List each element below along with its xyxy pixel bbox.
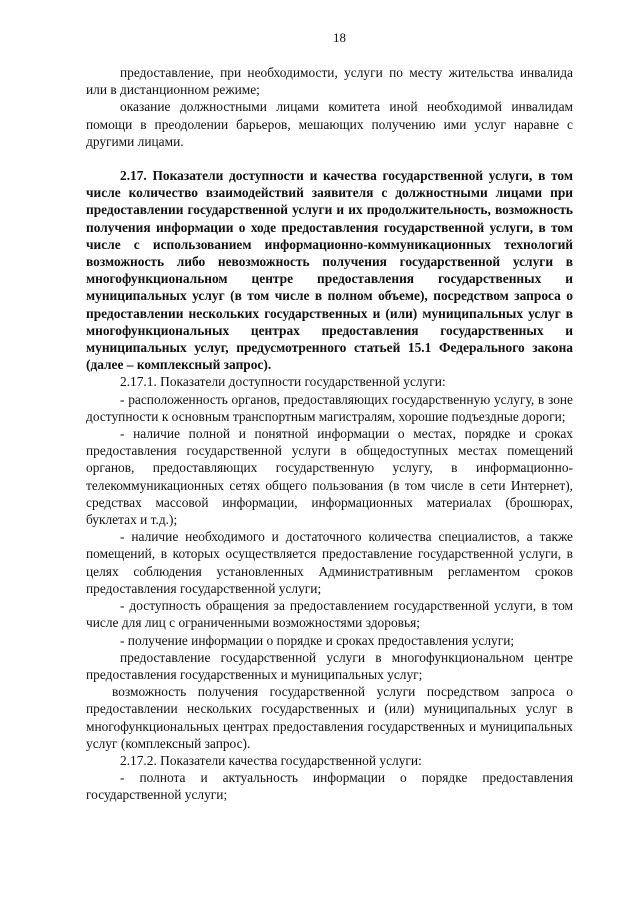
paragraph-residence-service: предоставление, при необходимости, услуги по месту жительства инвалида или в дистанционном режиме; [86, 65, 573, 98]
list-item: - наличие необходимого и достаточного количества специалистов, а также помещений, в которых осуществляется предоставление государственной услуги, в целях соблюдения установленных Административным регламентом сроков предоставления государственной услуги; [86, 529, 573, 596]
section-heading-2-17: 2.17. Показатели доступности и качества государственной услуги, в том числе количество взаимодействий заявителя с должностными лицами при предоставлении государственной услуги и их продолжительность, возможность получения информации о ходе предоставления государственной услуги, в том числе с использованием информационно-коммуникационных технологий возможность либо невозможность получения государственной услуги в многофункциональном центре предоставления государственных и муниципальных услуг (в том числе в полном объеме), посредством запроса о предоставлении нескольких государственных и (или) муниципальных услуг в многофункциональных центрах предоставления государственных и муниципальных услуг, предусмотренного статьей 15.1 Федерального закона (далее – комплексный запрос). [86, 168, 573, 373]
paragraph-officials-assistance: оказание должностными лицами комитета иной необходимой инвалидам помощи в преодолении барьеров, мешающих получению ими услуг наравне с другими лицами. [86, 99, 573, 149]
list-item: предоставление государственной услуги в многофункциональном центре предоставления государственных и муниципальных услуг; [86, 649, 573, 682]
subsection-title-2-17-1: 2.17.1. Показатели доступности государственной услуги: [120, 374, 446, 390]
list-item: возможность получения государственной услуги посредством запроса о предоставлении нескольких государственных и (или) муниципальных услуг в многофункциональных центрах предоставления государственных и муниципальных услуг (комплексный запрос). [86, 684, 573, 751]
spacer [86, 150, 573, 167]
list-item: - получение информации о порядке и сроках предоставления услуги; [120, 632, 515, 648]
page-number: 18 [333, 30, 346, 45]
list-item: - наличие полной и понятной информации о местах, порядке и сроках предоставления государственной услуги в общедоступных местах помещений органов, предоставляющих государственную услугу, в информационно-телекоммуникационных сетях общего пользования (в том числе в сети Интернет), средствах массовой информации, информационных материалах (брошюрах, буклетах и т.д.); [86, 426, 573, 528]
subsection-title-2-17-2: 2.17.2. Показатели качества государственной услуги: [120, 752, 422, 768]
list-item: - расположенность органов, предоставляющих государственную услугу, в зоне доступности к основным транспортным магистралям, хорошие подъездные дороги; [86, 391, 573, 424]
list-item: - полнота и актуальность информации о порядке предоставления государственной услуги; [86, 770, 573, 803]
list-item: - доступность обращения за предоставлением государственной услуги, в том числе для лиц с ограниченными возможностями здоровья; [86, 598, 573, 631]
